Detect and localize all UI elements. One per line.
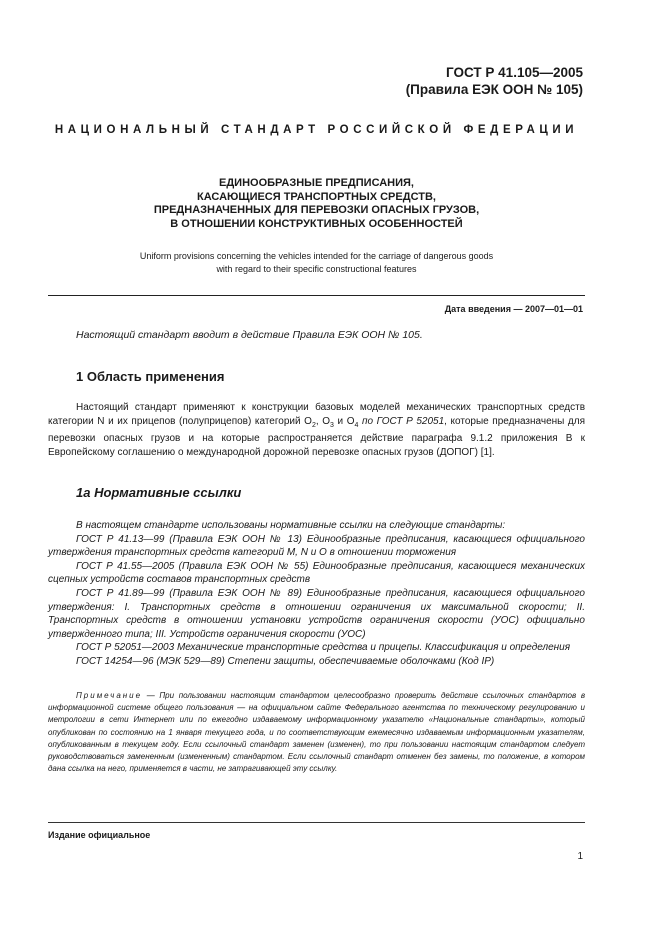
scope-text-a: Настоящий стандарт применяют к конструкции базовых моделей механических транспортных средств категории N и их прицепов (полуприцепов) категорий O bbox=[48, 402, 585, 427]
scope-paragraph bbox=[48, 401, 585, 459]
scope-reference: по ГОСТ Р 52051 bbox=[358, 415, 445, 427]
scope-text-c1: , O bbox=[315, 415, 331, 427]
doc-subnumber-line: (Правила ЕЭК ООН № 105) bbox=[405, 82, 583, 97]
doc-number-line: ГОСТ Р 41.105—2005 bbox=[446, 65, 583, 80]
footer-divider bbox=[48, 822, 585, 823]
reference-item: ГОСТ Р 41.13—99 (Правила ЕЭК ООН № 13) Единообразные предписания, касающиеся официального утверждения транспортных средств категорий M, N и O в отношении торможения bbox=[48, 533, 585, 559]
subscript: 3 bbox=[330, 421, 334, 429]
reference-item: ГОСТ Р 41.89—99 (Правила ЕЭК ООН № 89) Единообразные предписания, касающиеся официального утверждения: I. Транспортных средств в отношении ограничения их максимальной скорости; II. Транспортных средств в отношении установки устройств ограничения скорости (УОС) официально утвержденного типа; III. Устройств ограничения скорости (УОС) bbox=[48, 587, 585, 640]
title-english bbox=[48, 250, 585, 276]
header-divider bbox=[48, 295, 585, 296]
subscript: 2 bbox=[311, 421, 316, 429]
reference-item: В настоящем стандарте использованы нормативные ссылки на следующие стандарты: bbox=[76, 520, 506, 531]
subscript: 4 bbox=[354, 421, 359, 429]
note-text: — При пользовании настоящим стандартом целесообразно проверить действие ссылочных стандартов в информационной системе общего пользования — на официальном сайте Федерального агентства по техническому регулированию и метрологии в сети Интернет или по ежегодно издаваемому информационному указателю «Национальные стандарты», который опубликован по состоянию на 1 января текущего года, и по соответствующим ежемесячно издаваемым информационным указателям, опубликованным в текущем году. Если ссылочный стандарт заменен (изменен), то при пользовании настоящим стандартом следует руководствоваться замененным (измененным) стандартом. Если ссылочный стандарт отменен без замены, то положение, в котором дана ссылка на него, применяется в части, не затрагивающей эту ссылку. bbox=[48, 691, 585, 774]
title-ru-line: ПРЕДНАЗНАЧЕННЫХ ДЛЯ ПЕРЕВОЗКИ ОПАСНЫХ ГРУЗОВ, bbox=[153, 204, 480, 216]
reference-item: ГОСТ 14254—96 (МЭК 529—89) Степени защиты, обеспечиваемые оболочками (Код IP) bbox=[76, 655, 495, 667]
page-number: 1 bbox=[577, 851, 583, 862]
note-paragraph bbox=[48, 690, 585, 775]
title-en-line: with regard to their specific constructional features bbox=[216, 264, 417, 274]
title-ru-line: В ОТНОШЕНИИ КОНСТРУКТИВНЫХ ОСОБЕННОСТЕЙ bbox=[170, 217, 463, 230]
section-1a-heading: 1а Нормативные ссылки bbox=[76, 485, 242, 500]
title-en-line: Uniform provisions concerning the vehicles intended for the carriage of dangerous goods bbox=[139, 251, 494, 261]
document-number bbox=[406, 64, 583, 98]
reference-item: ГОСТ Р 41.55—2005 (Правила ЕЭК ООН № 55) Единообразные предписания, касающиеся механических сцепных устройств составов транспортных средств bbox=[48, 560, 585, 586]
introduction-date: Дата введения — 2007—01—01 bbox=[444, 304, 583, 314]
edition-label: Издание официальное bbox=[48, 830, 151, 840]
reference-item: ГОСТ Р 52051—2003 Механические транспортные средства и прицепы. Классификация и определения bbox=[76, 642, 571, 654]
national-standard-banner: НАЦИОНАЛЬНЫЙ СТАНДАРТ РОССИЙСКОЙ ФЕДЕРАЦИИ bbox=[54, 124, 579, 136]
title-ru-line: КАСАЮЩИЕСЯ ТРАНСПОРТНЫХ СРЕДСТВ, bbox=[197, 190, 436, 203]
scope-text-c2: и O bbox=[333, 415, 355, 427]
section-1-heading: 1 Область применения bbox=[76, 369, 225, 384]
title-russian bbox=[48, 177, 585, 231]
note-label: Примечание bbox=[76, 691, 143, 700]
title-ru-line: ЕДИНООБРАЗНЫЕ ПРЕДПИСАНИЯ, bbox=[218, 177, 414, 189]
introduction-text: Настоящий стандарт вводит в действие Правила ЕЭК ООН № 105. bbox=[76, 329, 423, 341]
normative-references bbox=[48, 519, 585, 669]
scope-text-b: , которые предназначены для перевозки опасных грузов и на которые распространяется действие параграфа 9.1.2 приложения B к Европейскому соглашению о международной дорожной перевозке опасных грузов (ДОПОГ) [1]. bbox=[48, 415, 586, 458]
